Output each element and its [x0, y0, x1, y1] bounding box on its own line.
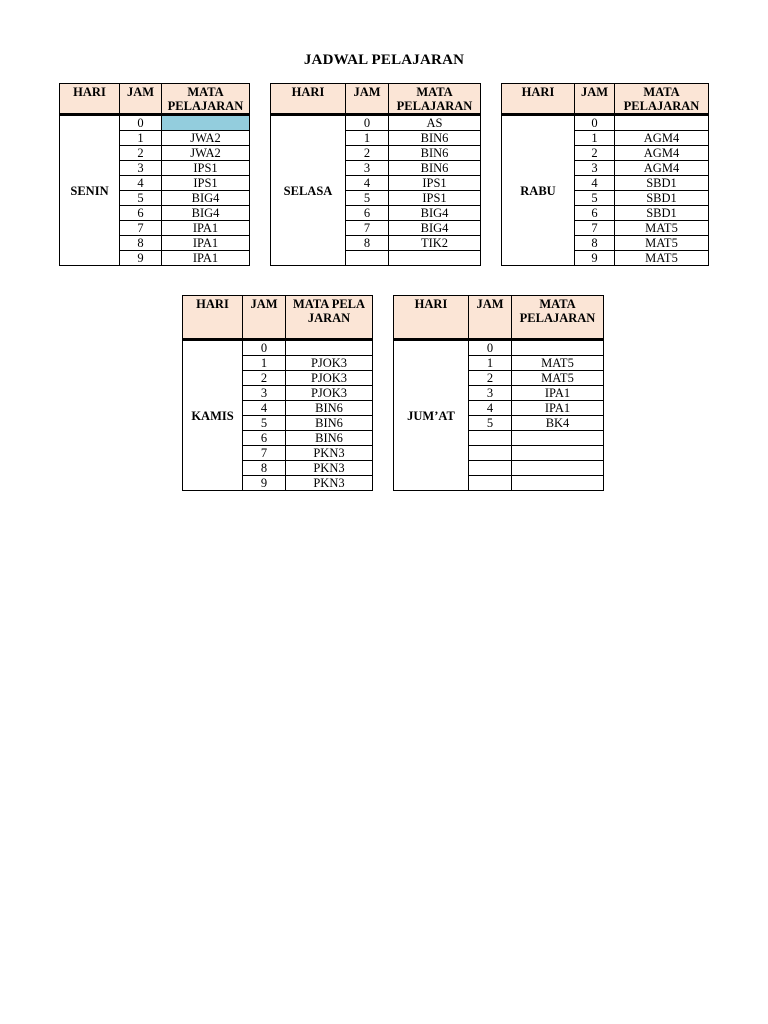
table-row	[394, 340, 604, 356]
mapel-cell[interactable]: BK4	[512, 416, 604, 431]
mapel-cell[interactable]: IPS1	[162, 176, 250, 191]
schedule-table-jumat	[393, 295, 604, 491]
header-mata-pelajaran: MATA PELAJARAN	[389, 84, 481, 115]
mapel-cell[interactable]: PKN3	[286, 446, 373, 461]
mapel-cell[interactable]: PJOK3	[286, 356, 373, 371]
jam-cell[interactable]: 5	[120, 191, 162, 206]
header-hari: HARI	[183, 296, 243, 340]
jam-cell[interactable]: 4	[469, 401, 512, 416]
schedule-table-selasa	[270, 83, 481, 266]
mapel-cell[interactable]: MAT5	[615, 251, 709, 266]
mapel-cell[interactable]: MAT5	[512, 356, 604, 371]
mapel-cell[interactable]: PJOK3	[286, 386, 373, 401]
page-title: JADWAL PELAJARAN	[303, 52, 465, 68]
mapel-cell[interactable]	[389, 251, 481, 266]
jam-cell[interactable]: 1	[469, 356, 512, 371]
mapel-cell[interactable]: BIN6	[286, 401, 373, 416]
jam-cell[interactable]: 5	[575, 191, 615, 206]
mapel-cell[interactable]: MAT5	[615, 221, 709, 236]
jam-cell[interactable]: 6	[575, 206, 615, 221]
mapel-cell-selected[interactable]	[162, 115, 250, 131]
jam-cell[interactable]: 4	[243, 401, 286, 416]
schedule-table-kamis	[182, 295, 373, 491]
jam-cell[interactable]: 8	[575, 236, 615, 251]
mapel-cell[interactable]	[512, 446, 604, 461]
jam-cell[interactable]: 6	[120, 206, 162, 221]
jam-cell[interactable]: 1	[243, 356, 286, 371]
mapel-cell[interactable]: BIN6	[389, 131, 481, 146]
mapel-cell[interactable]: JWA2	[162, 131, 250, 146]
jam-cell[interactable]: 9	[575, 251, 615, 266]
jam-cell[interactable]: 0	[346, 115, 389, 131]
mapel-cell[interactable]: IPA1	[162, 251, 250, 266]
jam-cell[interactable]	[469, 446, 512, 461]
jam-cell[interactable]: 0	[243, 340, 286, 356]
jam-cell[interactable]: 8	[120, 236, 162, 251]
mapel-cell[interactable]	[286, 340, 373, 356]
table-row	[60, 115, 250, 131]
header-jam: JAM	[243, 296, 286, 340]
mapel-cell[interactable]: IPS1	[389, 191, 481, 206]
jam-cell[interactable]: 4	[575, 176, 615, 191]
mapel-cell[interactable]: BIG4	[162, 191, 250, 206]
header-hari: HARI	[394, 296, 469, 340]
header-mata-pelajaran: MATA PELAJARAN	[615, 84, 709, 115]
jam-cell[interactable]: 7	[243, 446, 286, 461]
jam-cell[interactable]: 7	[120, 221, 162, 236]
mapel-cell[interactable]: IPA1	[512, 401, 604, 416]
mapel-cell[interactable]	[512, 461, 604, 476]
mapel-cell[interactable]	[615, 115, 709, 131]
mapel-cell[interactable]: SBD1	[615, 206, 709, 221]
mapel-cell[interactable]: MAT5	[512, 371, 604, 386]
jam-cell[interactable]: 1	[120, 131, 162, 146]
table-row	[502, 115, 709, 131]
table-row	[183, 340, 373, 356]
mapel-cell[interactable]: IPA1	[162, 221, 250, 236]
jam-cell[interactable]	[346, 251, 389, 266]
mapel-cell[interactable]	[512, 431, 604, 446]
header-mata-pelajaran: MATA PELAJARAN	[512, 296, 604, 340]
jam-cell[interactable]	[469, 461, 512, 476]
mapel-cell[interactable]: BIN6	[389, 146, 481, 161]
header-mata-pelajaran: MATA PELAJARAN	[162, 84, 250, 115]
jam-cell[interactable]: 8	[243, 461, 286, 476]
jam-cell[interactable]: 2	[575, 146, 615, 161]
day-label: SENIN	[60, 115, 120, 266]
mapel-cell[interactable]: IPS1	[389, 176, 481, 191]
jam-cell[interactable]: 2	[346, 146, 389, 161]
mapel-cell[interactable]: JWA2	[162, 146, 250, 161]
mapel-cell[interactable]: BIG4	[389, 221, 481, 236]
header-hari: HARI	[60, 84, 120, 115]
mapel-cell[interactable]: SBD1	[615, 191, 709, 206]
mapel-cell[interactable]: BIG4	[389, 206, 481, 221]
table-row	[271, 115, 481, 131]
mapel-cell[interactable]: AGM4	[615, 146, 709, 161]
jam-cell[interactable]: 5	[243, 416, 286, 431]
jam-cell[interactable]	[469, 476, 512, 491]
jam-cell[interactable]: 3	[469, 386, 512, 401]
jam-cell[interactable]: 9	[243, 476, 286, 491]
mapel-cell[interactable]: PJOK3	[286, 371, 373, 386]
header-hari: HARI	[271, 84, 346, 115]
mapel-cell[interactable]: TIK2	[389, 236, 481, 251]
mapel-cell[interactable]: PKN3	[286, 476, 373, 491]
mapel-cell[interactable]: AGM4	[615, 131, 709, 146]
jam-cell[interactable]: 5	[469, 416, 512, 431]
header-jam: JAM	[575, 84, 615, 115]
jam-cell[interactable]: 0	[575, 115, 615, 131]
day-label: JUM’AT	[394, 340, 469, 491]
day-label: SELASA	[271, 115, 346, 266]
mapel-cell[interactable]: AGM4	[615, 161, 709, 176]
mapel-cell[interactable]	[512, 340, 604, 356]
jam-cell[interactable]: 3	[575, 161, 615, 176]
mapel-cell[interactable]: PKN3	[286, 461, 373, 476]
jam-cell[interactable]: 1	[575, 131, 615, 146]
header-mata-pelajaran: MATA PELAJARAN	[286, 296, 373, 340]
mapel-cell[interactable]: BIN6	[389, 161, 481, 176]
jam-cell[interactable]: 3	[346, 161, 389, 176]
jam-cell[interactable]: 0	[469, 340, 512, 356]
jam-cell[interactable]: 4	[346, 176, 389, 191]
jam-cell[interactable]: 6	[346, 206, 389, 221]
jam-cell[interactable]: 2	[120, 146, 162, 161]
mapel-cell[interactable]: BIN6	[286, 416, 373, 431]
header-jam: JAM	[346, 84, 389, 115]
jam-cell[interactable]: 9	[120, 251, 162, 266]
jam-cell[interactable]: 7	[575, 221, 615, 236]
mapel-cell[interactable]: SBD1	[615, 176, 709, 191]
mapel-cell[interactable]: AS	[389, 115, 481, 131]
mapel-cell[interactable]: MAT5	[615, 236, 709, 251]
schedule-table-senin	[59, 83, 250, 266]
header-jam: JAM	[120, 84, 162, 115]
jam-cell[interactable]: 3	[243, 386, 286, 401]
jam-cell[interactable]: 5	[346, 191, 389, 206]
day-label: KAMIS	[183, 340, 243, 491]
mapel-cell[interactable]	[512, 476, 604, 491]
header-jam: JAM	[469, 296, 512, 340]
day-label: RABU	[502, 115, 575, 266]
jam-cell[interactable]	[469, 431, 512, 446]
jam-cell[interactable]: 2	[243, 371, 286, 386]
mapel-cell[interactable]: IPA1	[512, 386, 604, 401]
jam-cell[interactable]: 2	[469, 371, 512, 386]
mapel-cell[interactable]: BIN6	[286, 431, 373, 446]
mapel-cell[interactable]: BIG4	[162, 206, 250, 221]
jam-cell[interactable]: 7	[346, 221, 389, 236]
jam-cell[interactable]: 8	[346, 236, 389, 251]
jam-cell[interactable]: 4	[120, 176, 162, 191]
jam-cell[interactable]: 6	[243, 431, 286, 446]
jam-cell[interactable]: 1	[346, 131, 389, 146]
schedule-table-rabu	[501, 83, 709, 266]
jam-cell[interactable]: 3	[120, 161, 162, 176]
header-hari: HARI	[502, 84, 575, 115]
mapel-cell[interactable]: IPS1	[162, 161, 250, 176]
mapel-cell[interactable]: IPA1	[162, 236, 250, 251]
jam-cell[interactable]: 0	[120, 115, 162, 131]
